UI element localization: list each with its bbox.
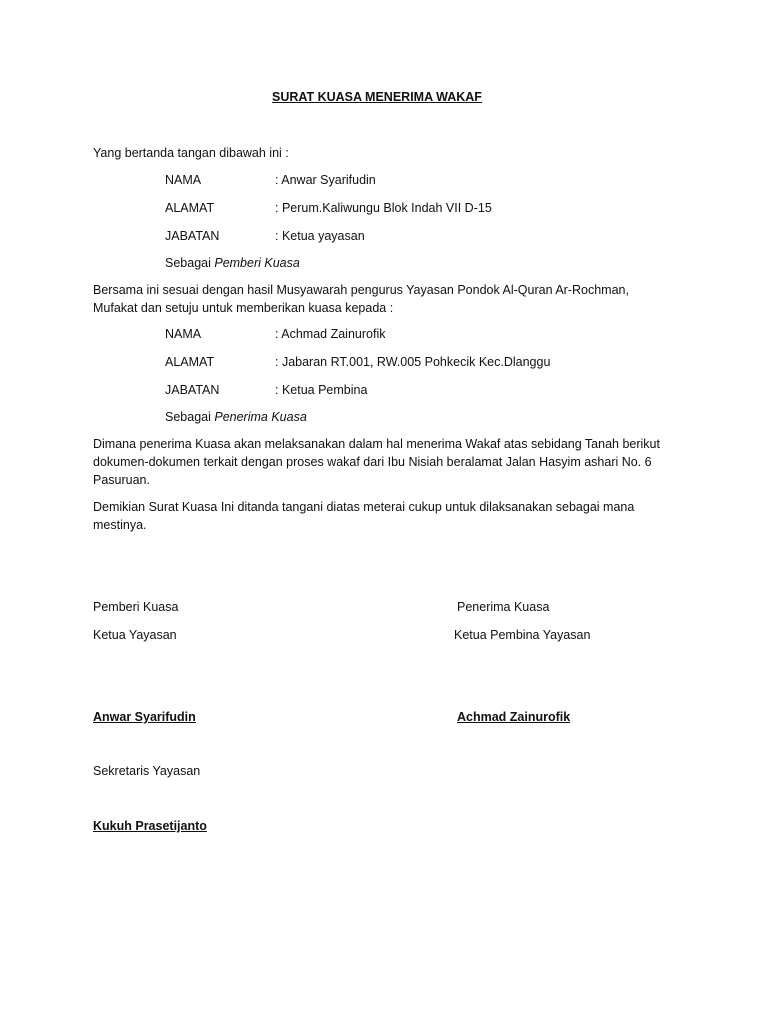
receiver-address-value: : Jabaran RT.001, RW.005 Pohkecik Kec.Dlanggu (275, 355, 551, 369)
receiver-role-text: Penerima Kuasa (214, 410, 307, 424)
signature-left-position: Ketua Yayasan (93, 628, 177, 642)
giver-name-value: : Anwar Syarifudin (275, 173, 376, 187)
paragraph-scope: Dimana penerima Kuasa akan melaksanakan dalam hal menerima Wakaf atas sebidang Tanah berikut dokumen-dokumen terkait dengan proses wakaf dari Ibu Nisiah beralamat Jalan Hasyim ashari No. 6 Pasuruan. (93, 437, 660, 487)
giver-address-value: : Perum.Kaliwungu Blok Indah VII D-15 (275, 201, 492, 215)
signature-right-name: Achmad Zainurofik (457, 710, 571, 724)
receiver-position-value: : Ketua Pembina (275, 383, 368, 397)
giver-position-value: : Ketua yayasan (275, 229, 365, 243)
intro-text: Yang bertanda tangan dibawah ini : (93, 146, 289, 160)
receiver-role-prefix: Sebagai (165, 410, 215, 424)
paragraph-closing: Demikian Surat Kuasa Ini ditanda tangani diatas meterai cukup untuk dilaksanakan sebagai mana mestinya. (93, 500, 635, 532)
document-title: SURAT KUASA MENERIMA WAKAF (272, 90, 482, 104)
giver-position-label: JABATAN (165, 229, 220, 243)
receiver-name-label: NAMA (165, 327, 202, 341)
signature-right-title: Penerima Kuasa (457, 600, 550, 614)
giver-name-label: NAMA (165, 173, 202, 187)
signature-secretary-name: Kukuh Prasetijanto (93, 819, 207, 833)
signature-right-position: Ketua Pembina Yayasan (454, 628, 591, 642)
giver-role-prefix: Sebagai (165, 256, 215, 270)
receiver-name-value: : Achmad Zainurofik (275, 327, 386, 341)
signature-secretary-title: Sekretaris Yayasan (93, 764, 201, 778)
giver-role (165, 255, 300, 271)
receiver-role (165, 409, 307, 425)
signature-left-name: Anwar Syarifudin (93, 710, 196, 724)
paragraph-mandate: Bersama ini sesuai dengan hasil Musyawarah pengurus Yayasan Pondok Al-Quran Ar-Rochman, Mufakat dan setuju untuk memberikan kuasa kepada : (93, 283, 629, 315)
giver-role-text: Pemberi Kuasa (214, 256, 300, 270)
receiver-position-label: JABATAN (165, 383, 220, 397)
signature-left-title: Pemberi Kuasa (93, 600, 179, 614)
giver-address-label: ALAMAT (165, 201, 215, 215)
receiver-address-label: ALAMAT (165, 355, 215, 369)
